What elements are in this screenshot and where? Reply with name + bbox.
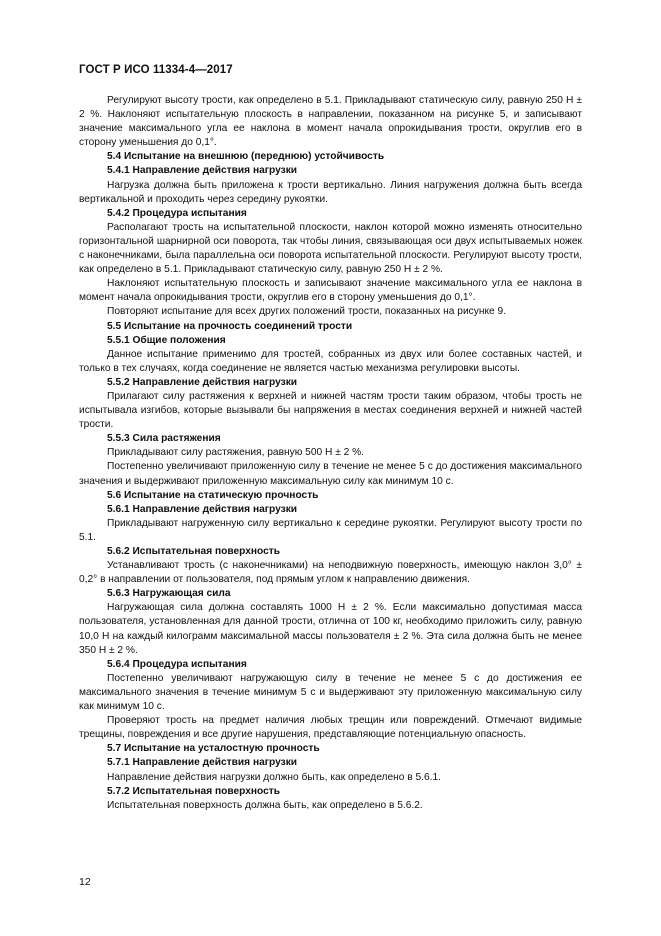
subsection-heading: 5.4.2 Процедура испытания [107,207,247,219]
section-heading: 5.5 Испытание на прочность соединений трости [107,320,353,332]
paragraph: Повторяют испытание для всех других положений трости, показанных на рисунке 9. [107,306,507,318]
subsection-heading: 5.7.2 Испытательная поверхность [107,785,281,797]
section-heading: 5.6 Испытание на статическую прочность [107,489,319,501]
section-heading: 5.7 Испытание на усталостную прочность [107,743,320,755]
subsection-heading: 5.5.2 Направление действия нагрузки [107,376,298,388]
paragraph: Располагают трость на испытательной плоскости, наклон которой можно изменять относительно горизонтальной шарнирной оси поворота, так чтобы линия, связывающая оси двух испытываемых ножек с наконечниками, была параллельна оси поворота испытательной плоскости. Регулируют высоту трости, как определено в 5.1. Прикладывают статическую силу, равную 250 Н ± 2 %. [79,221,582,276]
paragraph: Нагружающая сила должна составлять 1000 Н ± 2 %. Если максимально допустимая масса пользователя, установленная для данной трости, отлична от 100 кг, необходимо приложить силу, равную 10,0 Н на каждый килограмм максимальной массы пользователя ± 2 %. Эта сила должна быть не менее 350 Н ± 2 %. [79,602,582,656]
paragraph: Прикладывают нагруженную силу вертикально к середине рукоятки. Регулируют высоту трости по 5.1. [79,517,582,543]
paragraph: Испытательная поверхность должна быть, как определено в 5.6.2. [107,799,423,811]
paragraph: Прикладывают силу растяжения, равную 500 Н ± 2 %. [107,447,364,459]
paragraph: Постепенно увеличивают приложенную силу в течение не менее 5 с до достижения максимального значения и выдерживают приложенную максимальную силу как минимум 10 с. [79,461,582,487]
subsection-heading: 5.5.1 Общие положения [107,334,226,346]
paragraph: Данное испытание применимо для тростей, собранных из двух или более составных частей, и только в тех случаях, когда соединение не является частью механизма регулировки высоты. [79,348,582,374]
paragraph: Прилагают силу растяжения к верхней и нижней частям трости таким образом, чтобы трость не испытывала изгибов, которые вызывали бы напряжения в местах соединения верхней и нижней частей трости. [79,390,582,431]
subsection-heading: 5.5.3 Сила растяжения [107,433,221,445]
subsection-heading: 5.6.3 Нагружающая сила [107,588,231,600]
subsection-heading: 5.6.1 Направление действия нагрузки [107,503,298,515]
document-body [79,94,582,813]
subsection-heading: 5.6.2 Испытательная поверхность [107,546,281,557]
paragraph: Наклоняют испытательную плоскость и записывают значение максимального угла ее наклона в момент начала опрокидывания трости, округлив его в сторону уменьшения до 0,1°. [79,278,582,304]
paragraph: Направление действия нагрузки должно быть, как определено в 5.6.1. [107,771,442,783]
subsection-heading: 5.6.4 Процедура испытания [107,658,247,670]
page-number: 12 [79,876,91,888]
document-header: ГОСТ Р ИСО 11334-4—2017 [79,64,233,76]
subsection-heading: 5.4.1 Направление действия нагрузки [107,165,298,177]
paragraph: Регулируют высоту трости, как определено в 5.1. Прикладывают статическую силу, равную 250 Н ± 2 %. Наклоняют испытательную плоскость в направлении, показанном на рисунке 5, и записывают значение максимального угла ее наклона в момент начала опрокидывания трости, округлив его в сторону уменьшения до 0,1°. [79,95,582,149]
paragraph: Проверяют трость на предмет наличия любых трещин или повреждений. Отмечают видимые трещины, повреждения и все другие нарушения, представляющие потенциальную опасность. [79,715,582,741]
paragraph: Постепенно увеличивают нагружающую силу в течение не менее 5 с до достижения ее максимального значения в течение минимум 5 с и выдерживают эту приложенную максимальную силу как минимум 10 с. [79,672,582,713]
section-heading: 5.4 Испытание на внешнюю (переднюю) устойчивость [107,151,385,163]
paragraph: Устанавливают трость (с наконечниками) на неподвижную поверхность, имеющую наклон 3,0° ± 0,2° в направлении от пользователя, под прямым углом к направлению движения. [79,560,582,586]
subsection-heading: 5.7.1 Направление действия нагрузки [107,757,298,769]
paragraph: Нагрузка должна быть приложена к трости вертикально. Линия нагружения должна быть всегда вертикальной и проходить через середину рукоятки. [79,179,582,205]
